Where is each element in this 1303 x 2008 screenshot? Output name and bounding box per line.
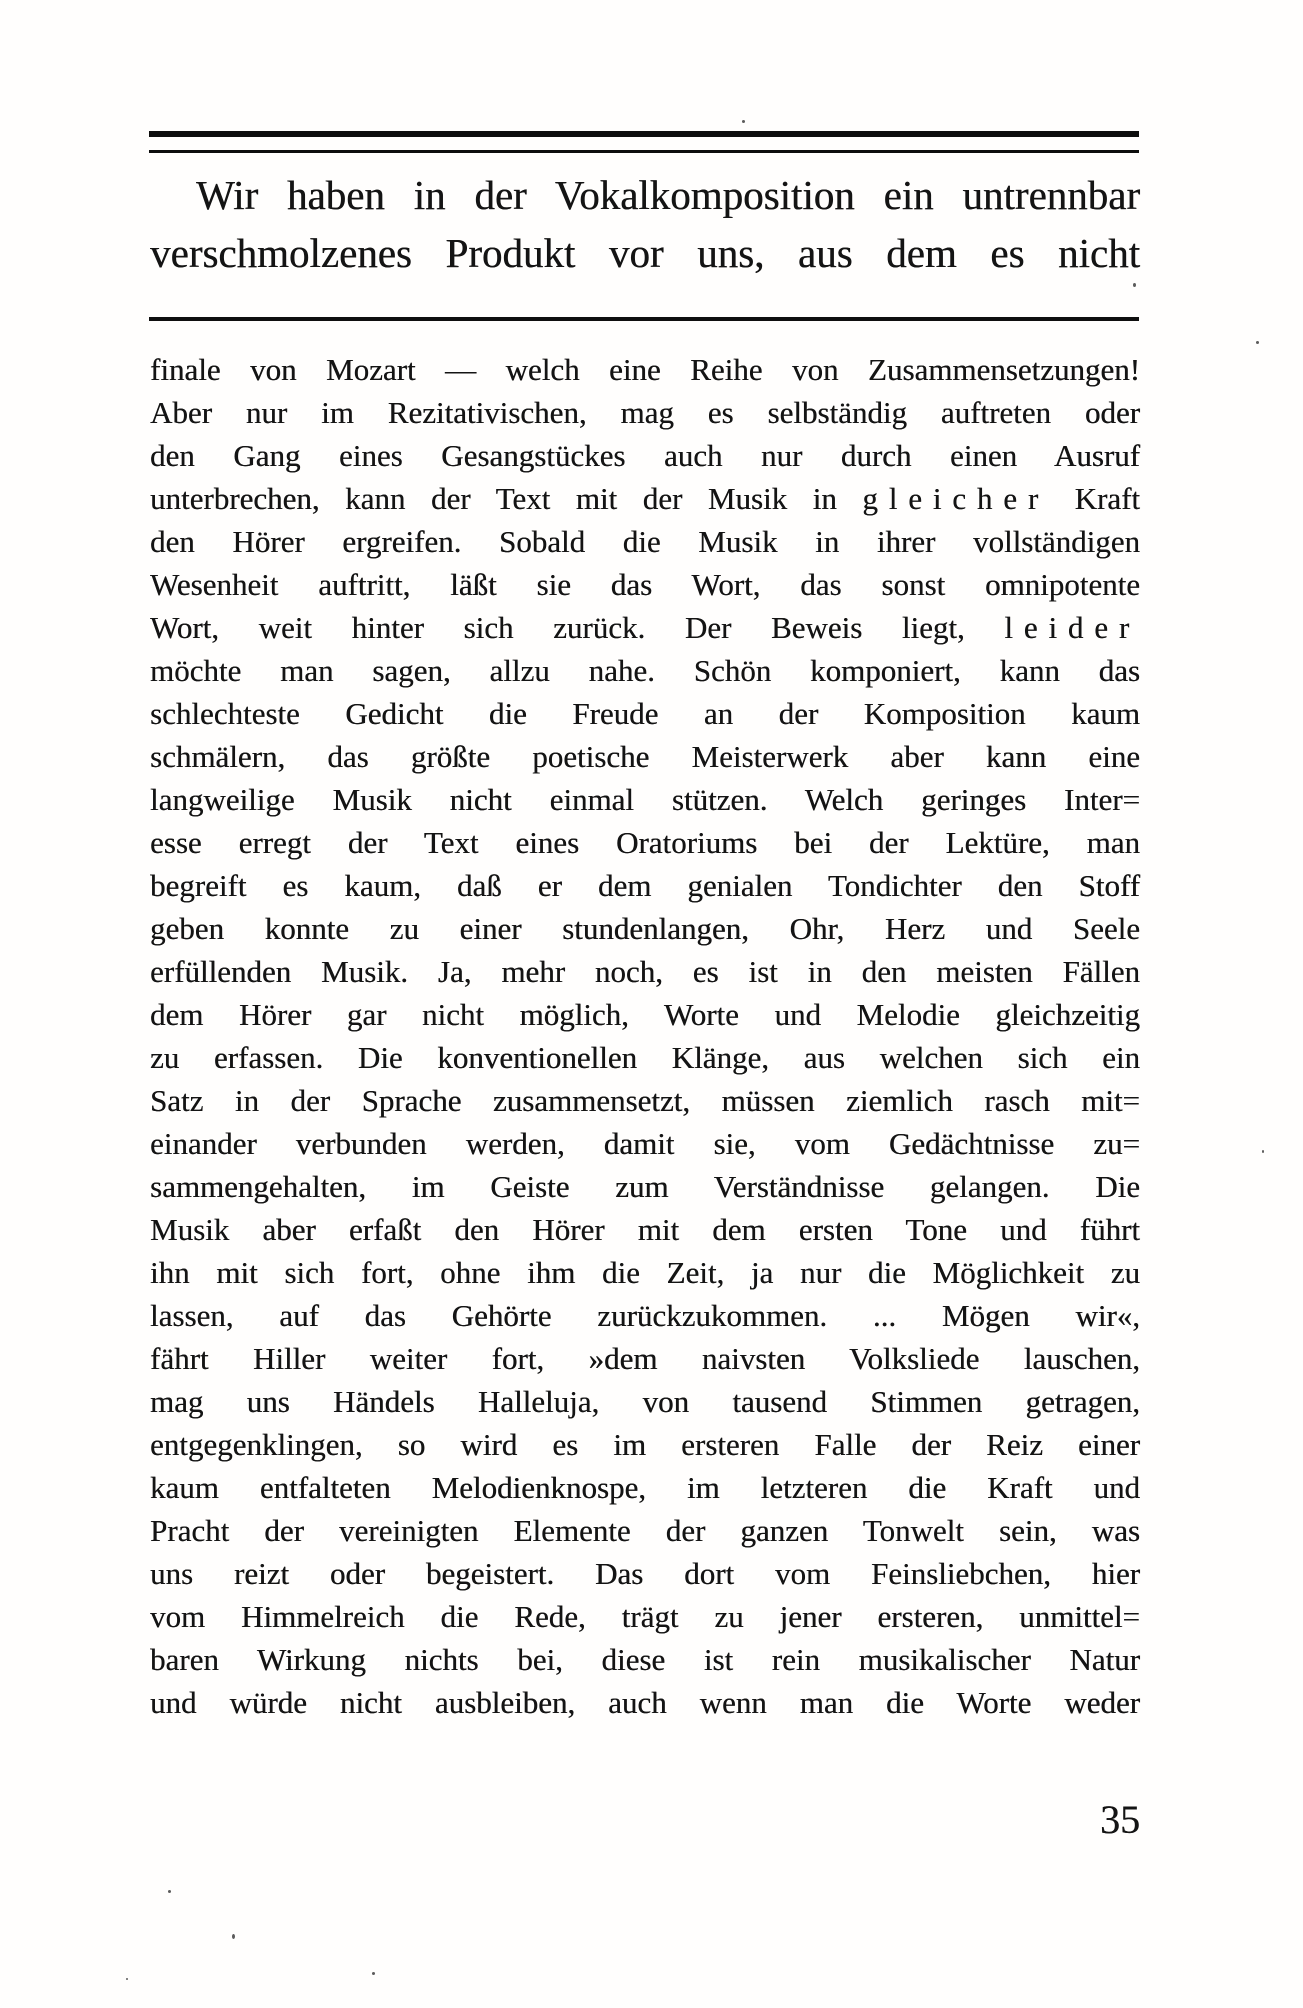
scan-speck [372, 1972, 375, 1975]
text-line: Wort, weit hinter sich zurück. Der Beweis liegt, leider [150, 610, 1140, 645]
text-line: verschmolzenes Produkt vor uns, aus dem es nicht [150, 230, 1140, 276]
text-line: den Gang eines Gesangstückes auch nur durch einen Ausruf [150, 438, 1140, 473]
text-line: ihn mit sich fort, ohne ihm die Zeit, ja nur die Möglichkeit zu [150, 1255, 1140, 1290]
text-line: und würde nicht ausbleiben, auch wenn man die Worte weder [150, 1685, 1140, 1720]
lead-paragraph [150, 166, 1140, 282]
text-line: Wesenheit auftritt, läßt sie das Wort, das sonst omnipotente [150, 567, 1140, 602]
page-number: 35 [1100, 1797, 1140, 1842]
text-line: erfüllenden Musik. Ja, mehr noch, es ist in den meisten Fällen [150, 954, 1140, 989]
letterspaced-emphasis: gleicher [862, 481, 1050, 516]
text-line: geben konnte zu einer stundenlangen, Ohr, Herz und Seele [150, 911, 1140, 946]
scan-speck [1262, 1150, 1264, 1153]
text-line: finale von Mozart — welch eine Reihe von Zusammensetzungen! [150, 352, 1140, 387]
text-line: schlechteste Gedicht die Freude an der Komposition kaum [150, 696, 1140, 731]
text-line: mag uns Händels Halleluja, von tausend Stimmen getragen, [150, 1384, 1140, 1419]
text-line: uns reizt oder begeistert. Das dort vom Feinsliebchen, hier [150, 1556, 1140, 1591]
text-line: Wir haben in der Vokalkomposition ein untrennbar [196, 172, 1140, 218]
text-line: einander verbunden werden, damit sie, vom Gedächtnisse zu= [150, 1126, 1140, 1161]
text-line: dem Hörer gar nicht möglich, Worte und Melodie gleichzeitig [150, 997, 1140, 1032]
text-line: esse erregt der Text eines Oratoriums bei der Lektüre, man [150, 825, 1140, 860]
text-line: langweilige Musik nicht einmal stützen. Welch geringes Inter= [150, 782, 1140, 817]
text-line: schmälern, das größte poetische Meisterwerk aber kann eine [150, 739, 1140, 774]
scan-speck [126, 1978, 128, 1980]
text-line: vom Himmelreich die Rede, trägt zu jener ersteren, unmittel= [150, 1599, 1140, 1634]
top-double-rule [149, 131, 1139, 153]
text-line: begreift es kaum, daß er dem genialen Tondichter den Stoff [150, 868, 1140, 903]
divider-rule [149, 317, 1139, 321]
text-line: fährt Hiller weiter fort, »dem naivsten Volksliede lauschen, [150, 1341, 1140, 1376]
body-text [150, 348, 1140, 1724]
scan-speck [168, 1890, 171, 1893]
scan-speck [1256, 341, 1259, 344]
scan-speck [742, 120, 745, 123]
text-line: baren Wirkung nichts bei, diese ist rein musikalischer Natur [150, 1642, 1140, 1677]
text-line: Pracht der vereinigten Elemente der ganzen Tonwelt sein, was [150, 1513, 1140, 1548]
text-line: Musik aber erfaßt den Hörer mit dem ersten Tone und führt [150, 1212, 1140, 1247]
text-line: den Hörer ergreifen. Sobald die Musik in ihrer vollständigen [150, 524, 1140, 559]
text-line: entgegenklingen, so wird es im ersteren Falle der Reiz einer [150, 1427, 1140, 1462]
text-line: möchte man sagen, allzu nahe. Schön komponiert, kann das [150, 653, 1140, 688]
text-line: zu erfassen. Die konventionellen Klänge, aus welchen sich ein [150, 1040, 1140, 1075]
letterspaced-emphasis: leider [1004, 610, 1140, 645]
text-line: Satz in der Sprache zusammensetzt, müssen ziemlich rasch mit= [150, 1083, 1140, 1118]
scan-speck [232, 1934, 235, 1939]
text-line: Aber nur im Rezitativischen, mag es selbständig auftreten oder [150, 395, 1140, 430]
scan-speck [1133, 283, 1136, 287]
text-line: sammengehalten, im Geiste zum Verständnisse gelangen. Die [150, 1169, 1140, 1204]
text-line: kaum entfalteten Melodienknospe, im letzteren die Kraft und [150, 1470, 1140, 1505]
text-line: unterbrechen, kann der Text mit der Musik in gleicher Kraft [150, 481, 1140, 516]
text-line: lassen, auf das Gehörte zurückzukommen. ... Mögen wir«, [150, 1298, 1140, 1333]
